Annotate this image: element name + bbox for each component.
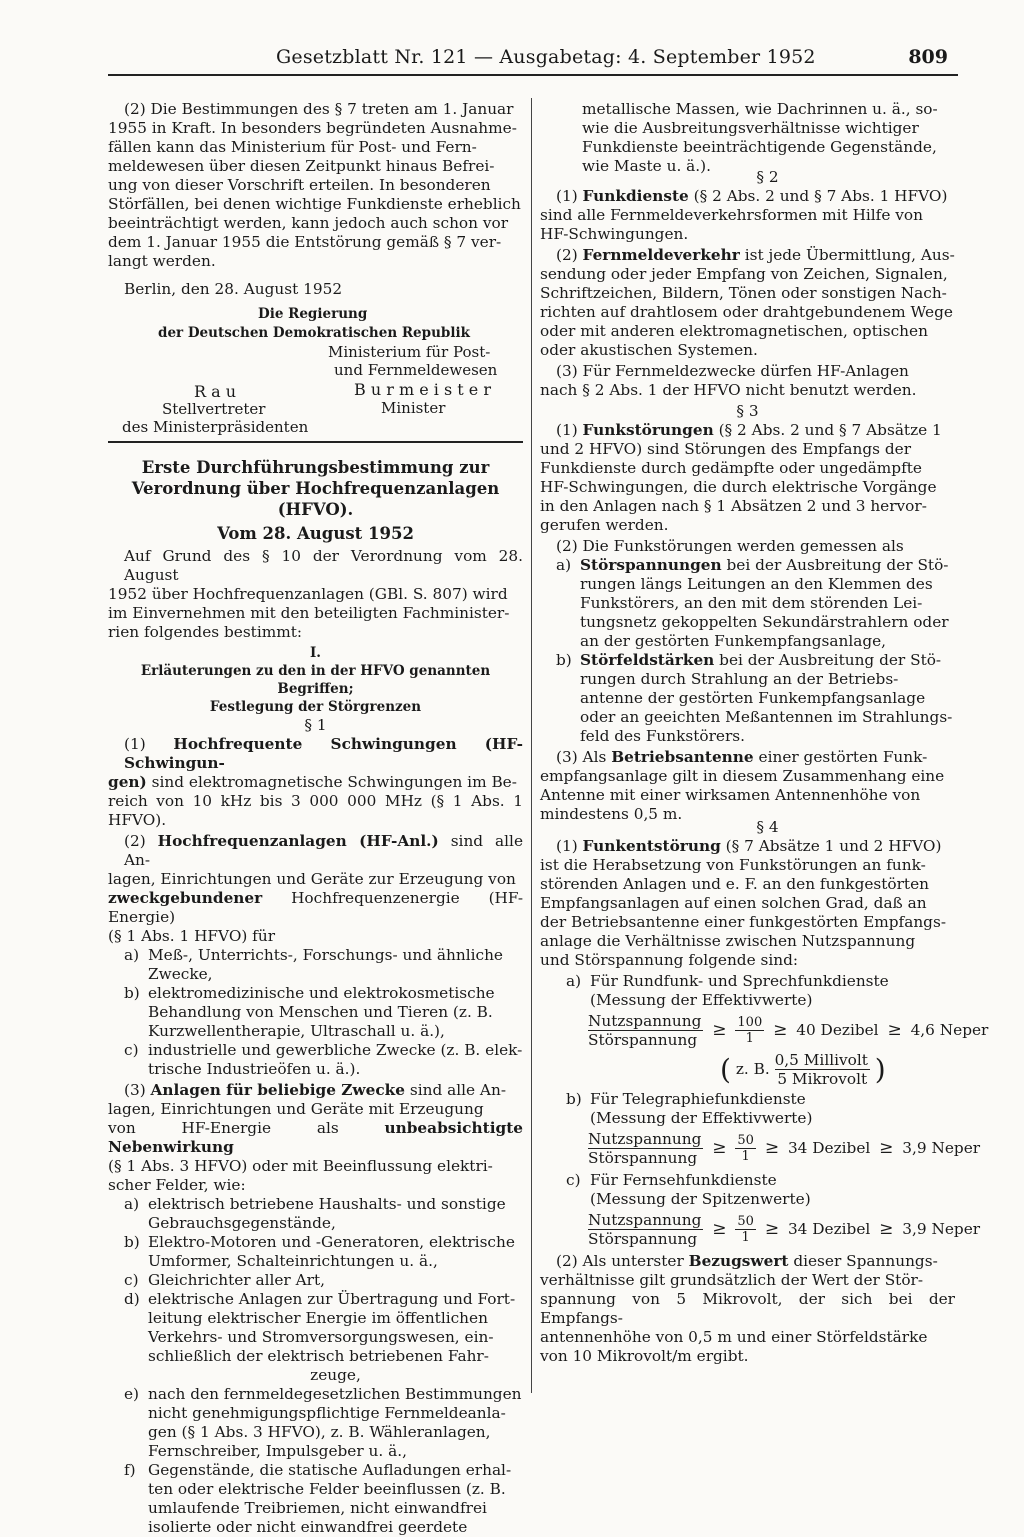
numerator-label: Nutzspannung	[588, 1012, 702, 1030]
text-line: spannung von 5 Mikrovolt, der sich bei der Empfangs-	[540, 1290, 955, 1327]
ratio-numerator: 100	[737, 1015, 763, 1030]
example-numerator: 0,5 Millivolt	[774, 1051, 868, 1069]
intro-paragraph	[108, 100, 523, 271]
ratio-value	[735, 1133, 756, 1164]
text-line: nicht genehmigungspflichtige Fernmeldeanla-	[148, 1404, 506, 1422]
text-line: Zwecke,	[148, 965, 213, 983]
text-line: Behandlung von Menschen und Tieren (z. B.	[148, 1003, 493, 1021]
item-label: a)	[556, 556, 572, 574]
text-line: in den Anlagen nach § 1 Absätzen 2 und 3 hervor-	[540, 497, 927, 515]
section-separator	[108, 441, 523, 443]
text-line	[108, 832, 523, 870]
ratio-denominator: 1	[741, 1230, 750, 1245]
text-line: oder mit anderen elektromagnetischen, optischen	[540, 322, 928, 340]
ratio-formula-c	[588, 1211, 981, 1248]
ratio-item-a	[566, 972, 955, 1010]
role-ministerpraesident: des Ministerpräsidenten	[122, 418, 309, 436]
text-line: an der gestörten Funkempfangsanlage,	[580, 632, 887, 650]
text-line: HF-Schwingungen, die durch elektrische Vorgänge	[540, 478, 937, 496]
page-header	[108, 44, 958, 76]
list-item	[124, 1041, 523, 1079]
text-line: feld des Funkstörers.	[580, 727, 746, 745]
text-line: trische Industrieöfen u. ä.).	[148, 1060, 361, 1078]
text-line: metallische Massen, wie Dachrinnen u. ä., so-	[582, 100, 938, 118]
signature-block	[108, 299, 523, 436]
place-date: Berlin, den 28. August 1952	[124, 280, 343, 298]
term: Bezugswert	[688, 1252, 789, 1270]
page-number: 809	[908, 46, 948, 68]
item-label: b)	[556, 651, 572, 669]
text-line: (§ 1 Abs. 3 HFVO) oder mit Beeinflussung elektri-	[108, 1157, 493, 1175]
text-line: rungen durch Strahlung an der Betriebs-	[580, 670, 899, 688]
text-line: und 2 HFVO) sind Störungen des Empfangs der	[540, 440, 912, 458]
text: bei der Ausbreitung der Stö-	[714, 651, 942, 669]
text-line	[580, 556, 955, 575]
numerator-label: Nutzspannung	[588, 1211, 702, 1229]
text: dieser Spannungs-	[788, 1252, 938, 1270]
text-line: schließlich der elektrisch betriebenen Fahr-	[148, 1347, 489, 1365]
example-denominator: 5 Mikrovolt	[777, 1070, 868, 1088]
para-num: (1)	[556, 187, 578, 205]
item-label: d)	[124, 1290, 140, 1308]
ge-symbol: ≥	[773, 1020, 788, 1040]
text-line: ten oder elektrische Felder beeinflussen (z. B.	[148, 1480, 506, 1498]
text: sind elektromagnetische Schwingungen im Be-	[146, 773, 517, 791]
s3-p2-intro: (2) Die Funkstörungen werden gemessen als	[556, 537, 904, 555]
decibel-value: 34 Dezibel	[787, 1139, 871, 1157]
text-line	[540, 246, 955, 265]
term: Störspannungen	[580, 556, 722, 574]
list-item	[124, 984, 523, 1041]
text-line: im Einvernehmen mit den beteiligten Fachminister-	[108, 604, 510, 622]
voltage-ratio	[588, 1012, 703, 1049]
text-line: fällen kann das Ministerium für Post- und Fern-	[108, 138, 477, 156]
text-line: verhältnisse gilt grundsätzlich der Wert der Stör-	[540, 1271, 924, 1289]
text-line: gerufen werden.	[540, 516, 669, 534]
text-line: Für Fernsehfunkdienste	[590, 1171, 777, 1189]
para-num: (3)	[556, 748, 578, 766]
text-line: ung von dieser Vorschrift erteilen. In besonderen	[108, 176, 491, 194]
ministry-line-1: Ministerium für Post-	[328, 343, 491, 361]
s2-p1	[540, 187, 955, 244]
heading-line: Verordnung über Hochfrequenzanlagen (HFVO).	[131, 479, 500, 519]
list-item	[124, 1233, 523, 1271]
denominator-label: Störspannung	[588, 1230, 698, 1248]
list-item	[124, 1195, 523, 1233]
list-item	[124, 1461, 523, 1537]
text-line	[108, 773, 523, 792]
text-line: oder akustischen Systemen.	[540, 341, 758, 359]
text: Als	[582, 748, 612, 766]
text-line	[540, 837, 955, 856]
regulation-heading	[108, 457, 523, 520]
item-label: b)	[124, 984, 140, 1002]
left-column	[108, 100, 523, 1537]
text-line: Empfangsanlagen auf einen solchen Grad, daß an	[540, 894, 927, 912]
role-stellvertreter: Stellvertreter	[162, 400, 266, 418]
text-line: Schriftzeichen, Bildern, Tönen oder sonstigen Nach-	[540, 284, 947, 302]
term: zweckgebundener	[108, 889, 263, 907]
example-note	[720, 1051, 955, 1088]
ministry-line-2: und Fernmeldewesen	[334, 361, 498, 379]
text-line: sind alle Fernmeldeverkehrsformen mit Hilfe von	[540, 206, 923, 224]
s1-p2	[108, 832, 523, 946]
s3-p3	[540, 748, 955, 824]
header-title: Gesetzblatt Nr. 121 — Ausgabetag: 4. September 1952	[276, 46, 816, 68]
text-line: reich von 10 kHz bis 3 000 000 MHz (§ 1 Abs. 1 HFVO).	[108, 792, 523, 829]
text-line: antenne der gestörten Funkempfangsanlage	[580, 689, 926, 707]
para-num: (3)	[124, 1081, 146, 1099]
list-item	[556, 651, 955, 746]
text-line: Funkstörers, an den mit dem störenden Lei-	[580, 594, 923, 612]
para-num: (1)	[556, 837, 578, 855]
text-line: (Messung der Effektivwerte)	[590, 991, 813, 1009]
signatory-rau: R a u	[194, 382, 237, 401]
text-line: oder an geeichten Meßantennen im Strahlungs-	[580, 708, 953, 726]
text-line: störenden Anlagen und e. F. an den funkgestörten	[540, 875, 929, 893]
item-label: c)	[124, 1271, 139, 1289]
item-label: c)	[566, 1171, 581, 1189]
text-line: Für Telegraphiefunkdienste	[590, 1090, 806, 1108]
text: (§ 2 Abs. 2 und § 7 Absätze 1	[713, 421, 942, 439]
text-line: elektrische Anlagen zur Übertragung und Fort-	[148, 1290, 516, 1308]
item-label: e)	[124, 1385, 140, 1403]
ge-symbol: ≥	[712, 1020, 727, 1040]
para-num: (2)	[556, 246, 578, 264]
text-line: antennenhöhe von 0,5 m und einer Störfeldstärke	[540, 1328, 928, 1346]
s3-p1	[540, 421, 955, 535]
s1p3-list	[108, 1195, 523, 1537]
right-column	[540, 100, 989, 1366]
text-line	[540, 1252, 955, 1271]
text-line: isolierte oder nicht einwandfrei geerdete	[148, 1518, 468, 1536]
paren-right: )	[874, 1053, 886, 1086]
text-line: richten auf drahtlosem oder drahtgebundenem Wege	[540, 303, 953, 321]
list-item	[124, 1271, 523, 1290]
text-line	[108, 735, 523, 773]
text-line: wie die Ausbreitungsverhältnisse wichtiger	[582, 119, 919, 137]
term: Funkstörungen	[582, 421, 714, 439]
term: unbeabsichtigte Nebenwirkung	[108, 1119, 523, 1156]
text: (§ 7 Absätze 1 und 2 HFVO)	[720, 837, 942, 855]
text-line: Gleichrichter aller Art,	[148, 1271, 325, 1289]
numerator-label: Nutzspannung	[588, 1130, 702, 1148]
section-roman: I.	[309, 645, 321, 661]
ge-symbol: ≥	[764, 1138, 780, 1158]
text-line: der Betriebsantenne einer funkgestörten Empfangs-	[540, 913, 946, 931]
para-num: (1)	[556, 421, 578, 439]
text-line: Auf Grund des § 10 der Verordnung vom 28. August	[124, 547, 523, 584]
s2-p3	[540, 362, 955, 400]
text-line: elektromedizinische und elektrokosmetische	[148, 984, 495, 1002]
text: Als unterster	[582, 1252, 689, 1270]
item-label: b)	[124, 1233, 140, 1251]
list-item	[124, 1290, 523, 1385]
text-line: dem 1. Januar 1955 die Entstörung gemäß § 7 ver-	[108, 233, 502, 251]
text-line: empfangsanlage gilt in diesem Zusammenhang eine	[540, 767, 945, 785]
text-line: sendung oder jeder Empfang von Zeichen, Signalen,	[540, 265, 948, 283]
text-line: ist die Herabsetzung von Funkstörungen an funk-	[540, 856, 926, 874]
role-minister: Minister	[381, 399, 446, 417]
government-title: Die Regierung	[258, 306, 368, 322]
text-line	[108, 1081, 523, 1100]
ge-symbol: ≥	[712, 1138, 727, 1158]
text-line: 1952 über Hochfrequenzanlagen (GBl. S. 807) wird	[108, 585, 508, 603]
text-line: 1955 in Kraft. In besonders begründeten Ausnahme-	[108, 119, 517, 137]
text-line: rien folgendes bestimmt:	[108, 623, 303, 641]
voltage-ratio	[588, 1130, 703, 1167]
paragraph-4-heading: § 4	[756, 818, 779, 836]
text-line: Antenne mit einer wirksamen Antennenhöhe von	[540, 786, 921, 804]
text-line	[108, 889, 523, 927]
example-ratio	[775, 1051, 870, 1088]
text-line: Verkehrs- und Stromversorgungswesen, ein-	[148, 1328, 494, 1346]
text-line: beeinträchtigt werden, kann jedoch auch schon vor	[108, 214, 509, 232]
text-line: langt werden.	[108, 252, 216, 270]
text-line: leitung elektrischer Energie im öffentlichen	[148, 1309, 488, 1327]
preamble	[108, 547, 523, 642]
ratio-value	[735, 1015, 764, 1046]
signatory-burmeister: B u r m e i s t e r	[354, 380, 491, 399]
paragraph-2-heading: § 2	[756, 168, 779, 186]
para-num: (1)	[124, 735, 146, 753]
ge-symbol: ≥	[887, 1020, 902, 1040]
ratio-numerator: 50	[737, 1133, 754, 1148]
text-line: lagen, Einrichtungen und Geräte zur Erzeugung von	[108, 870, 516, 888]
text-line: scher Felder, wie:	[108, 1176, 246, 1194]
text-line: Funkdienste beeinträchtigende Gegenstände,	[582, 138, 937, 156]
text-line: HF-Schwingungen.	[540, 225, 689, 243]
s2-p2	[540, 246, 955, 360]
para-num: (2)	[556, 1252, 578, 1270]
text-line: nach den fernmeldegesetzlichen Bestimmungen	[148, 1385, 522, 1403]
text: sind alle An-	[404, 1081, 506, 1099]
ratio-item-c	[566, 1171, 955, 1209]
ratio-item-b	[566, 1090, 955, 1128]
ge-symbol: ≥	[764, 1219, 780, 1239]
item-label: f)	[124, 1461, 136, 1479]
neper-value: 4,6 Neper	[910, 1021, 989, 1039]
section-title-line: Erläuterungen zu den in der HFVO genannten Begriffen;	[140, 663, 491, 697]
voltage-ratio	[588, 1211, 703, 1248]
text: bei der Ausbreitung der Stö-	[721, 556, 949, 574]
text-line: tungsnetz gekoppelten Sekundärstrahlern oder	[580, 613, 949, 631]
list-item	[124, 946, 523, 984]
text-line: (2) Die Bestimmungen des § 7 treten am 1. Januar	[124, 100, 514, 118]
denominator-label: Störspannung	[588, 1149, 698, 1167]
text-line: Funkdienste durch gedämpfte oder ungedämpfte	[540, 459, 922, 477]
item-label: a)	[124, 1195, 140, 1213]
text-line: elektrisch betriebene Haushalts- und sonstige	[148, 1195, 506, 1213]
paragraph-3-heading: § 3	[736, 402, 759, 420]
text-line: (§ 1 Abs. 1 HFVO) für	[108, 927, 276, 945]
government-name: der Deutschen Demokratischen Republik	[158, 325, 470, 341]
s1-p3	[108, 1081, 523, 1195]
term: Störfeldstärken	[580, 651, 715, 669]
text-line: lagen, Einrichtungen und Geräte mit Erzeugung	[108, 1100, 484, 1118]
continued-list-text	[540, 100, 955, 176]
text-line: Gebrauchsgegenstände,	[148, 1214, 336, 1232]
example-prefix: z. B.	[735, 1060, 770, 1078]
ge-symbol: ≥	[879, 1219, 894, 1239]
term: Betriebsantenne	[611, 748, 754, 766]
text-line: nach § 2 Abs. 1 der HFVO nicht benutzt werden.	[540, 381, 917, 399]
text: ist jede Übermittlung, Aus-	[739, 246, 955, 264]
text-line: mindestens 0,5 m.	[540, 805, 683, 823]
term: Fernmeldeverkehr	[582, 246, 740, 264]
term: Anlagen für beliebige Zwecke	[150, 1081, 405, 1099]
text: einer gestörten Funk-	[753, 748, 928, 766]
s1p2-list	[108, 946, 523, 1079]
text: von HF-Energie als	[108, 1119, 385, 1137]
paragraph-1-heading: § 1	[304, 716, 327, 734]
text-line: zeuge,	[310, 1366, 361, 1384]
text-line: industrielle und gewerbliche Zwecke (z. B. elek-	[148, 1041, 523, 1059]
denominator-label: Störspannung	[588, 1031, 698, 1049]
text-line	[540, 421, 955, 440]
regulation-date: Vom 28. August 1952	[217, 524, 414, 543]
s4-p1	[540, 837, 955, 970]
text-line: Gegenstände, die statische Aufladungen erhal-	[148, 1461, 512, 1479]
term: Hochfrequenzanlagen (HF-Anl.)	[157, 832, 439, 850]
text: Hochfrequenzenergie (HF-Energie)	[108, 889, 523, 926]
paren-left: (	[720, 1053, 731, 1086]
section-title-line: Festlegung der Störgrenzen	[209, 699, 422, 715]
text-line: Elektro-Motoren und -Generatoren, elektrische	[148, 1233, 515, 1251]
text-line: und Störspannung folgende sind:	[540, 951, 799, 969]
ratio-formula-a	[588, 1012, 989, 1049]
term: Funkentstörung	[582, 837, 721, 855]
text-line	[540, 187, 955, 206]
ratio-formula-b	[588, 1130, 981, 1167]
text-line: rungen längs Leitungen an den Klemmen des	[580, 575, 933, 593]
text-line: (3) Für Fernmeldezwecke dürfen HF-Anlagen	[556, 362, 909, 380]
ge-symbol: ≥	[879, 1138, 894, 1158]
ratio-value	[735, 1214, 756, 1245]
text-line: wie Maste u. ä.).	[582, 157, 711, 175]
text-line	[108, 1119, 523, 1157]
ratio-numerator: 50	[737, 1214, 754, 1229]
text: (§ 2 Abs. 2 und § 7 Abs. 1 HFVO)	[688, 187, 948, 205]
term: Hochfrequente Schwingungen (HF-Schwingun-	[124, 735, 523, 772]
term: gen)	[108, 773, 147, 791]
text-line: Für Rundfunk- und Sprechfunkdienste	[590, 972, 889, 990]
text-line: Kurzwellentherapie, Ultraschall u. ä.),	[148, 1022, 445, 1040]
decibel-value: 34 Dezibel	[787, 1220, 871, 1238]
text-line: Störfällen, bei denen wichtige Funkdienste erheblich	[108, 195, 521, 213]
column-divider	[531, 98, 532, 1393]
neper-value: 3,9 Neper	[902, 1220, 981, 1238]
s1-p1	[108, 735, 523, 830]
term: Funkdienste	[582, 187, 689, 205]
s4-p2	[540, 1252, 955, 1366]
list-item	[124, 1385, 523, 1461]
text-line: Umformer, Schalteinrichtungen u. ä.,	[148, 1252, 438, 1270]
text-line: umlaufende Treibriemen, nicht einwandfrei	[148, 1499, 487, 1517]
text-line	[580, 651, 955, 670]
item-label: b)	[566, 1090, 582, 1108]
text-line: gen (§ 1 Abs. 3 HFVO), z. B. Wähleranlagen,	[148, 1423, 491, 1441]
text: sind alle An-	[124, 832, 523, 869]
text-line: meldewesen über diesen Zeitpunkt hinaus Befrei-	[108, 157, 495, 175]
para-num: (2)	[124, 832, 146, 850]
list-item	[556, 556, 955, 651]
item-label: a)	[124, 946, 140, 964]
item-label: c)	[124, 1041, 139, 1059]
heading-line: Erste Durchführungsbestimmung zur	[141, 458, 490, 477]
text-line: anlage die Verhältnisse zwischen Nutzspannung	[540, 932, 916, 950]
ratio-denominator: 1	[741, 1149, 750, 1164]
text-line: von 10 Mikrovolt/m ergibt.	[540, 1347, 749, 1365]
text-line: Fernschreiber, Impulsgeber u. ä.,	[148, 1442, 407, 1460]
text-line: (Messung der Effektivwerte)	[590, 1109, 813, 1127]
decibel-value: 40 Dezibel	[796, 1021, 879, 1039]
text-line: (Messung der Spitzenwerte)	[590, 1190, 811, 1208]
text-line	[540, 748, 955, 767]
item-label: a)	[566, 972, 582, 990]
ratio-denominator: 1	[745, 1031, 754, 1046]
ge-symbol: ≥	[712, 1219, 727, 1239]
text-line: Meß-, Unterrichts-, Forschungs- und ähnliche	[148, 946, 503, 964]
section-title	[108, 662, 523, 716]
neper-value: 3,9 Neper	[902, 1139, 981, 1157]
